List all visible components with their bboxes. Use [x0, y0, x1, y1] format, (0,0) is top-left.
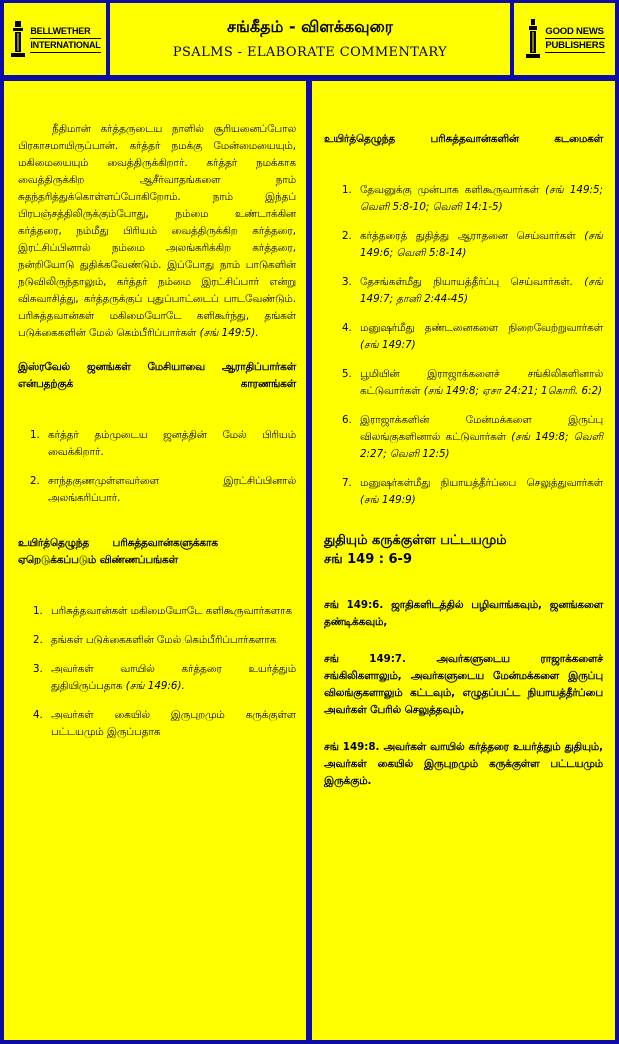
list-item: 1. பரிசுத்தவான்கள் மகிமையோடே களிகூருவார்களாக	[33, 605, 292, 617]
sword-heading-line2: சங் 149 : 6-9	[324, 552, 412, 567]
bellwether-logo	[4, 3, 106, 75]
section-heading-duties: உயிர்த்தெழுந்த பரிசுத்தவான்களின் கடமைகள்	[324, 133, 603, 145]
reasons-list	[30, 427, 296, 507]
verse-149-8: சங் 149:8. அவர்கள் வாயில் கர்த்தரை உயர்த்தும் துதியும், அவர்கள் கையில் இருபுறமும் கருக்குள்ள பட்டயமும் இருக்கும்.	[324, 741, 603, 787]
list-item: 2. சாந்தகுணமுள்ளவர்ளை இரட்சிப்பினால் அலங்கரிப்பார்.	[30, 475, 296, 504]
page-title-tamil: சங்கீதம் - விளக்கவுரை	[226, 17, 393, 36]
list-item: 6. இராஜாக்களின் மேன்மக்களை இருப்பு விலங்குகளினால் கட்டுவார்கள் (சங் 149:8; வெளி 2:27; வெளி 12:5)	[342, 414, 603, 460]
verse-149-6: சங் 149:6. ஜாதிகளிடத்தில் பழிவாங்கவும், ஜனங்களை தண்டிக்கவும்,	[324, 599, 603, 628]
list-item: 7. மனுஷர்கள்மீது நியாயத்தீர்ப்பை செலுத்துவார்கள் (சங் 149:9)	[342, 477, 603, 506]
good-news-logo	[514, 3, 615, 75]
intro-text: நீதிமான் கர்த்தருடைய நாளில் சூரியனைப்போல பிரகாசமாயிருப்பான். கர்த்தர் நமக்கு மேன்மையையும், மகிமையையும் வைத்திருக்கிறார். கர்த்தர் நமக்காக வைத்திருக்கிற ஆசீர்வாதங்களை நாம் சுதந்தரித்துக்கொள்ளப்போகிறோம். நாம் இந்தப் பிரபஞ்சத்திலிருக்கும்போது, நம்மை உண்டாக்கின கர்த்தரை, நம்மீது பிரியம் வைத்திருக்கிற கர்த்தரை, இரட்சிப்பினால் நம்மை அலங்கரிக்கிற கர்த்தரை, நன்றியோடு துதிக்கவேண்டும். இப்போது நாம் பாடுகளின் நடுவிலிருந்தாலும், கர்த்தர் நம்மை இரட்சிப்பார் என்று விசுவாசித்து, கர்த்தருக்குப் புதுப்பாட்டைப் பாடவேண்டும். பரிசுத்தவான்கள் மகிமையோடே களிகூர்ந்து, தங்கள் படுக்கைகளின் மேல் கெம்பீரிப்பார்கள்	[18, 123, 296, 339]
duties-list	[342, 182, 604, 509]
logo-left-line2: INTERNATIONAL	[30, 39, 100, 53]
list-item: 2. தங்கள் படுக்கைகளின் மேல் கெம்பீரிப்பார்களாக	[33, 634, 277, 646]
good-news-tower-icon	[524, 18, 542, 60]
list-item: 3. தேசங்கள்மீது நியாயத்தீர்ப்பு செய்வார்கள். (சங் 149:7; தானி 2:44-45)	[342, 276, 603, 305]
list-item: 1. தேவனுக்கு முன்பாக களிகூருவார்கள் (சங் 149:5; வெளி 5:8-10; வெளி 14:1-5)	[342, 184, 604, 213]
verse-149-7: சங் 149:7. அவர்களுடைய ராஜாக்களைச் சங்கிலிகளாலும், அவர்களுடைய மேன்மக்களை இருப்பு விலங்குகளாலும் கட்டவும், எழுதப்பட்ட நியாயத்தீர்ப்பை அவர்கள் பேரில் செலுத்தவும்,	[324, 653, 603, 716]
logo-right-line1: GOOD NEWS	[545, 26, 604, 37]
sword-heading-line1: துதியும் கருக்குள்ள பட்டயமும்	[324, 533, 507, 548]
list-item: 4. மனுஷர்மீது தண்டனைகளை நிறைவேற்றுவார்கள் (சங் 149:7)	[342, 322, 603, 351]
intro-paragraph	[18, 121, 296, 342]
section-heading-sword	[324, 531, 603, 569]
section-heading-reasons: இஸ்ரவேல் ஜனங்கள் மேசியாவை ஆராதிப்பார்கள் என்பதற்குக் காரணங்கள்	[18, 361, 296, 390]
list-item: 5. பூமியின் இராஜாக்களைச் சங்கிலிகளினால் கட்டுவார்கள் (சங் 149:8; ஏசா 24:21; 1கொரி. 6:2)	[342, 368, 603, 397]
logo-right-line2: PUBLISHERS	[545, 40, 605, 51]
bellwether-sheep-icon	[9, 19, 27, 59]
list-item: 1. கர்த்தர் தம்முடைய ஜனத்தின் மேல் பிரியம் வைக்கிறார்.	[30, 429, 296, 458]
right-column	[312, 81, 615, 1040]
left-column	[4, 81, 306, 1040]
section-heading-petitions: உயிர்த்தெழுந்த பரிசுத்தவான்களுக்காக ஏறெடுக்கப்படும் விண்ணப்பங்கள்	[18, 537, 218, 566]
page-header	[110, 3, 510, 75]
petitions-list	[33, 603, 296, 741]
list-item: 3. அவர்கள் வாயில் கர்த்தரை உயர்த்தும் துதியிருப்பதாக (சங் 149:6).	[33, 663, 296, 692]
list-item: 4. அவர்கள் கையில் இருபுறமும் கருக்குள்ள பட்டயமும் இருப்பதாக	[33, 709, 296, 738]
intro-reference: (சங் 149:5).	[199, 327, 259, 339]
list-item: 2. கர்த்தரைத் துதித்து ஆராதனை செய்வார்கள் (சங் 149:6; வெளி 5:8-14)	[342, 230, 603, 259]
page-title-english: PSALMS - ELABORATE COMMENTARY	[172, 45, 448, 60]
logo-left-line1: BELLWETHER	[30, 25, 100, 39]
